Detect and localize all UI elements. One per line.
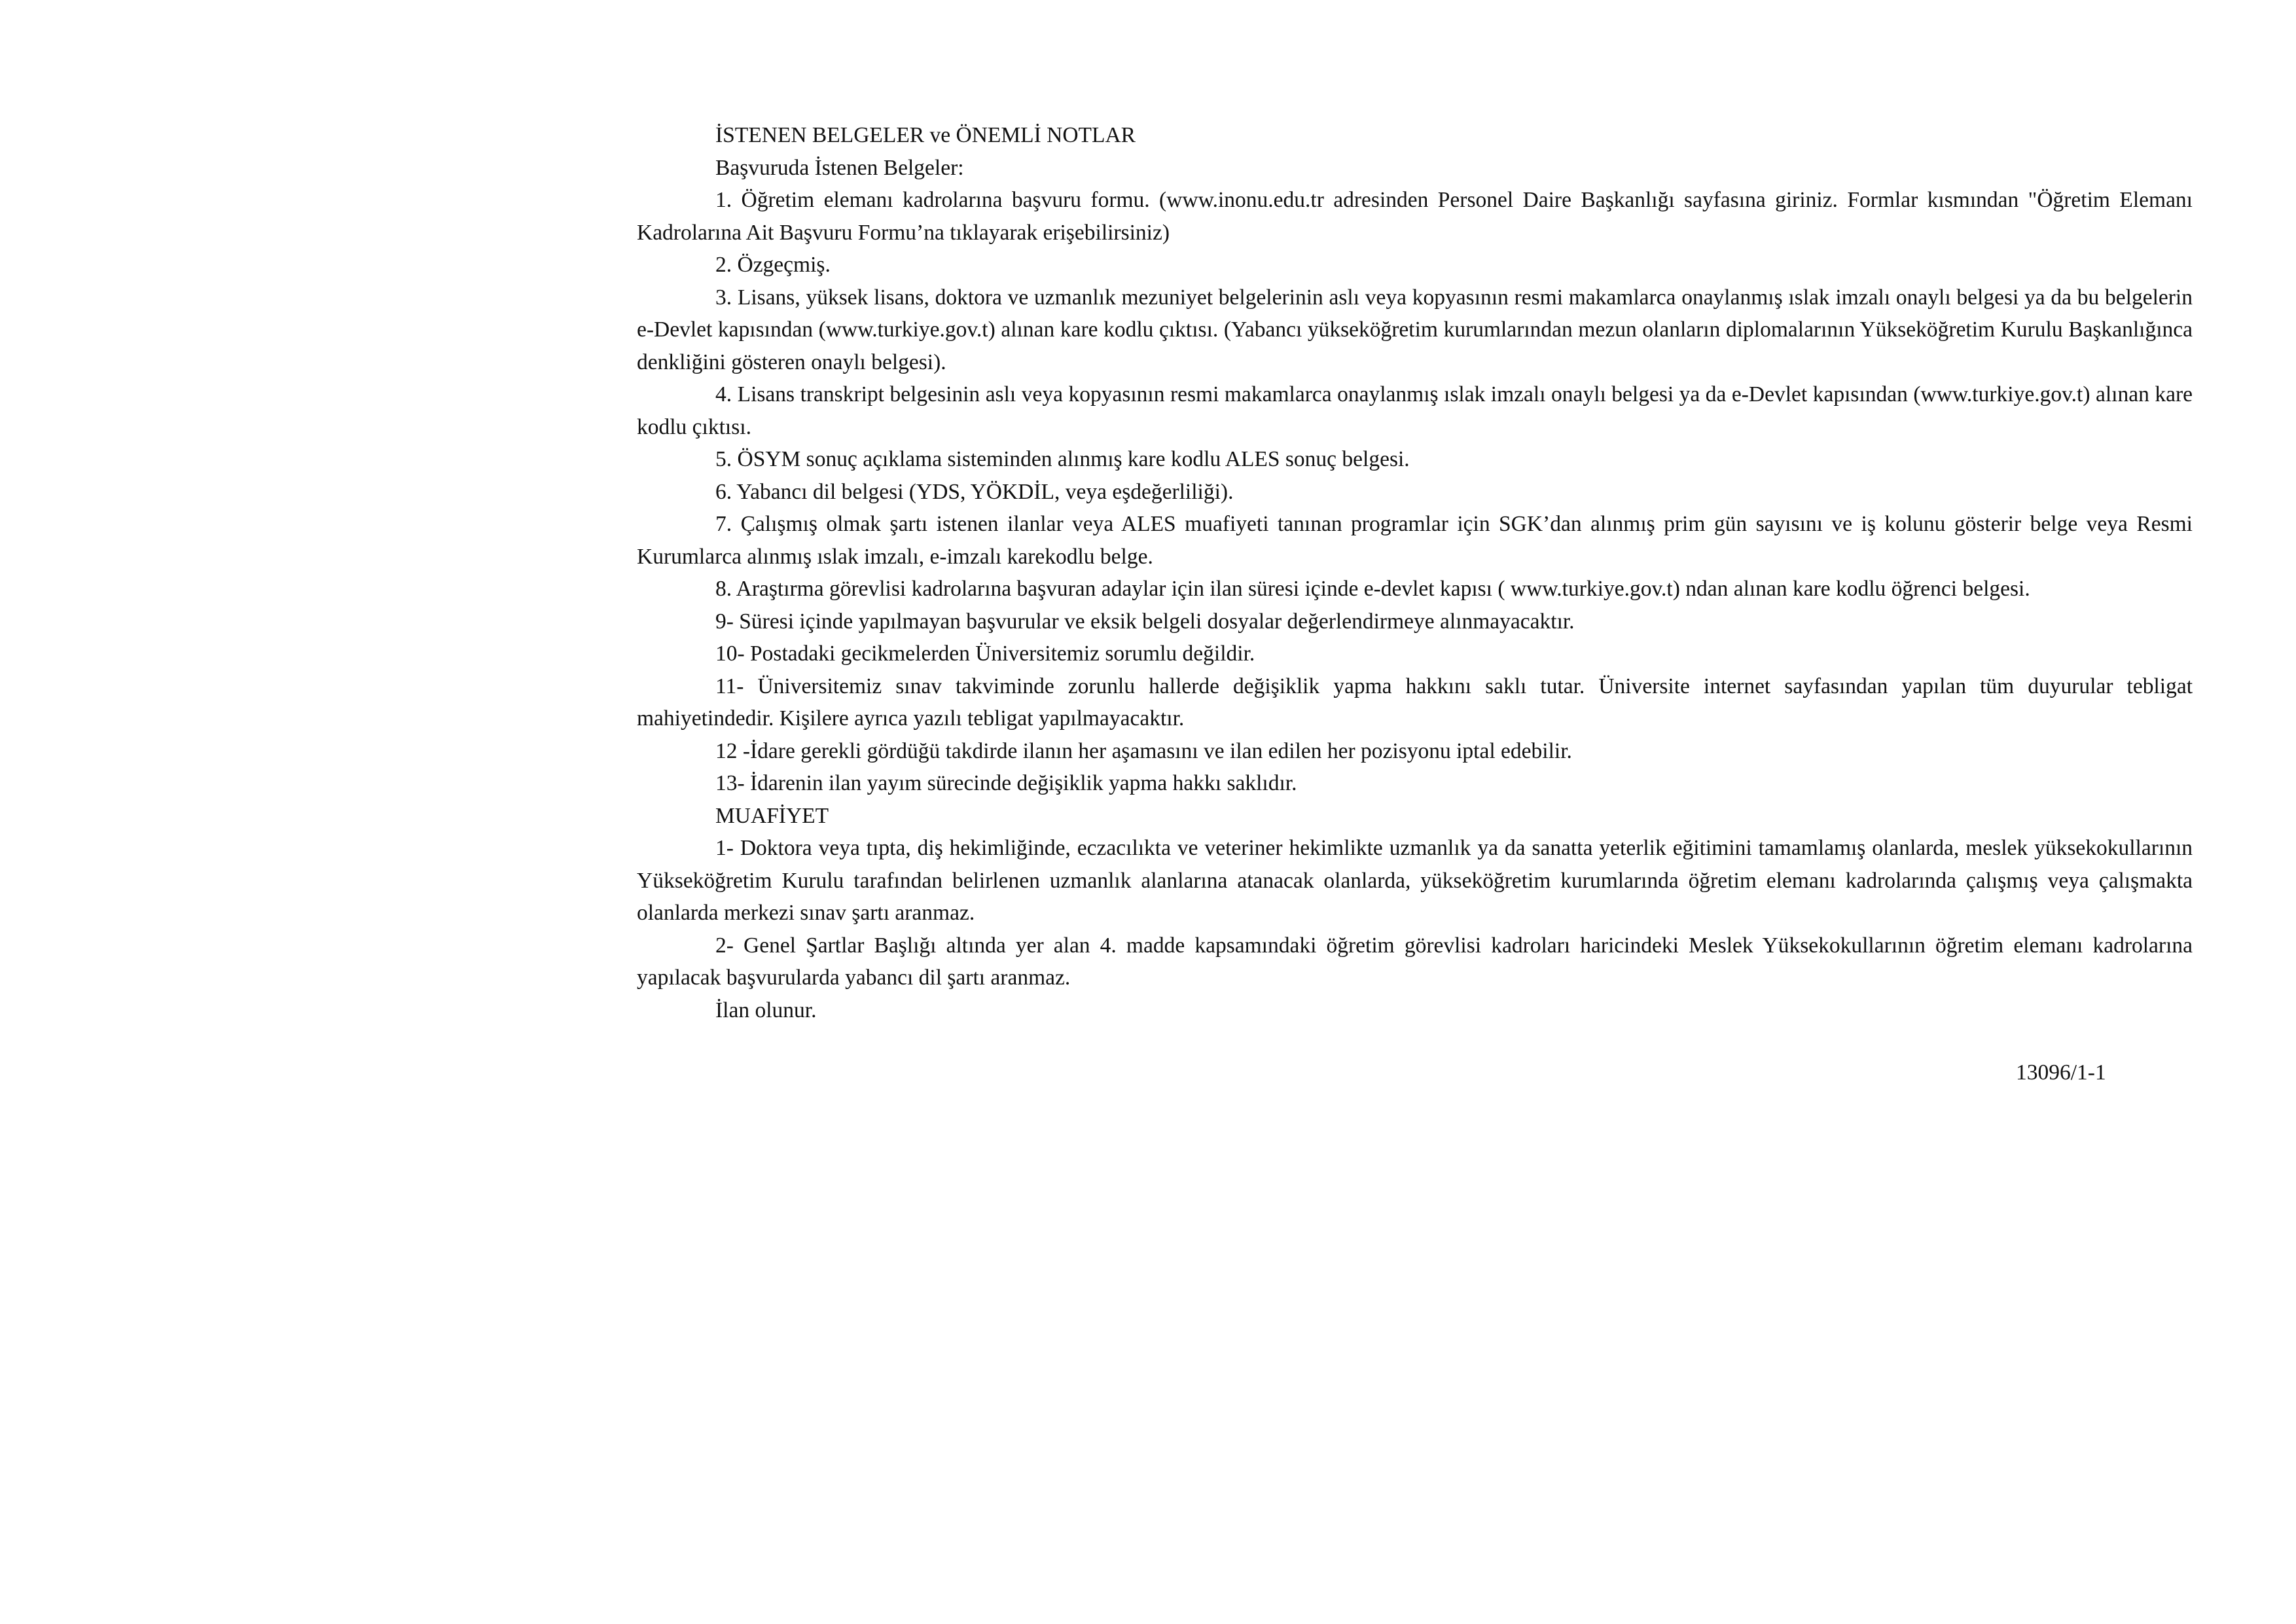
list-item: 8. Araştırma görevlisi kadrolarına başvuran adaylar için ilan süresi içinde e-devlet kapısı ( www.turkiye.gov.t) ndan alınan kare kodlu öğrenci belgesi.	[715, 577, 2030, 601]
list-item: 6. Yabancı dil belgesi (YDS, YÖKDİL, veya eşdeğerliliği).	[715, 479, 1234, 504]
reference-number: 13096/1-1	[2016, 1060, 2106, 1085]
required-documents-heading: Başvuruda İstenen Belgeler:	[715, 155, 964, 180]
closing-line: İlan olunur.	[715, 998, 817, 1022]
exemption-heading: MUAFİYET	[715, 803, 829, 828]
list-item: 13- İdarenin ilan yayım sürecinde değişiklik yapma hakkı saklıdır.	[715, 771, 1297, 795]
exemption-item: 1- Doktora veya tıpta, diş hekimliğinde, eczacılıkta ve veteriner hekimlikte uzmanlık ya da sanatta yeterlik eğitimini tamamlamış olanlarda, meslek yüksekokullarının Yükseköğretim Kurulu tarafından belirlenen uzmanlık alanlarına atanacak olanlarda, yükseköğretim kurumlarında öğretim elemanı kadrolarında çalışmış veya çalışmakta olanlarda merkezi sınav şartı aranmaz.	[637, 836, 2193, 925]
list-item: 9- Süresi içinde yapılmayan başvurular ve eksik belgeli dosyalar değerlendirmeye alınmayacaktır.	[715, 609, 1575, 634]
list-item: 7. Çalışmış olmak şartı istenen ilanlar veya ALES muafiyeti tanınan programlar için SGK’dan alınmış prim gün sayısını ve iş kolunu gösterir belge veya Resmi Kurumlarca alınmış ıslak imzalı, e-imzalı karekodlu belge.	[637, 512, 2193, 569]
list-item: 1. Öğretim elemanı kadrolarına başvuru formu. (www.inonu.edu.tr adresinden Personel Daire Başkanlığı sayfasına giriniz. Formlar kısmından "Öğretim Elemanı Kadrolarına Ait Başvuru Formu’na tıklayarak erişebilirsiniz)	[637, 188, 2193, 245]
list-item: 12 -İdare gerekli gördüğü takdirde ilanın her aşamasını ve ilan edilen her pozisyonu iptal edebilir.	[715, 738, 1572, 763]
announcement-text	[637, 119, 2193, 1026]
list-item: 3. Lisans, yüksek lisans, doktora ve uzmanlık mezuniyet belgelerinin aslı veya kopyasının resmi makamlarca onaylanmış ıslak imzalı onaylı belgesi ya da bu belgelerin e-Devlet kapısından (www.turkiye.gov.t) alınan kare kodlu çıktısı. (Yabancı yükseköğretim kurumlarından mezun olanların diplomalarının Yükseköğretim Kurulu Başkanlığınca denkliğini gösteren onaylı belgesi).	[637, 285, 2193, 374]
list-item: 10- Postadaki gecikmelerden Üniversitemiz sorumlu değildir.	[715, 641, 1255, 666]
document-heading: İSTENEN BELGELER ve ÖNEMLİ NOTLAR	[715, 123, 1136, 147]
list-item: 5. ÖSYM sonuç açıklama sisteminden alınmış kare kodlu ALES sonuç belgesi.	[715, 447, 1410, 471]
list-item: 2. Özgeçmiş.	[715, 253, 831, 277]
list-item: 4. Lisans transkript belgesinin aslı veya kopyasının resmi makamlarca onaylanmış ıslak imzalı onaylı belgesi ya da e-Devlet kapısından (www.turkiye.gov.t) alınan kare kodlu çıktısı.	[637, 382, 2193, 439]
list-item: 11- Üniversitemiz sınav takviminde zorunlu hallerde değişiklik yapma hakkını saklı tutar. Üniversite internet sayfasından yapılan tüm duyurular tebligat mahiyetindedir. Kişilere ayrıca yazılı tebligat yapılmayacaktır.	[637, 674, 2193, 731]
exemption-item: 2- Genel Şartlar Başlığı altında yer alan 4. madde kapsamındaki öğretim görevlisi kadroları haricindeki Meslek Yüksekokullarının öğretim elemanı kadrolarına yapılacak başvurularda yabancı dil şartı aranmaz.	[637, 933, 2193, 990]
